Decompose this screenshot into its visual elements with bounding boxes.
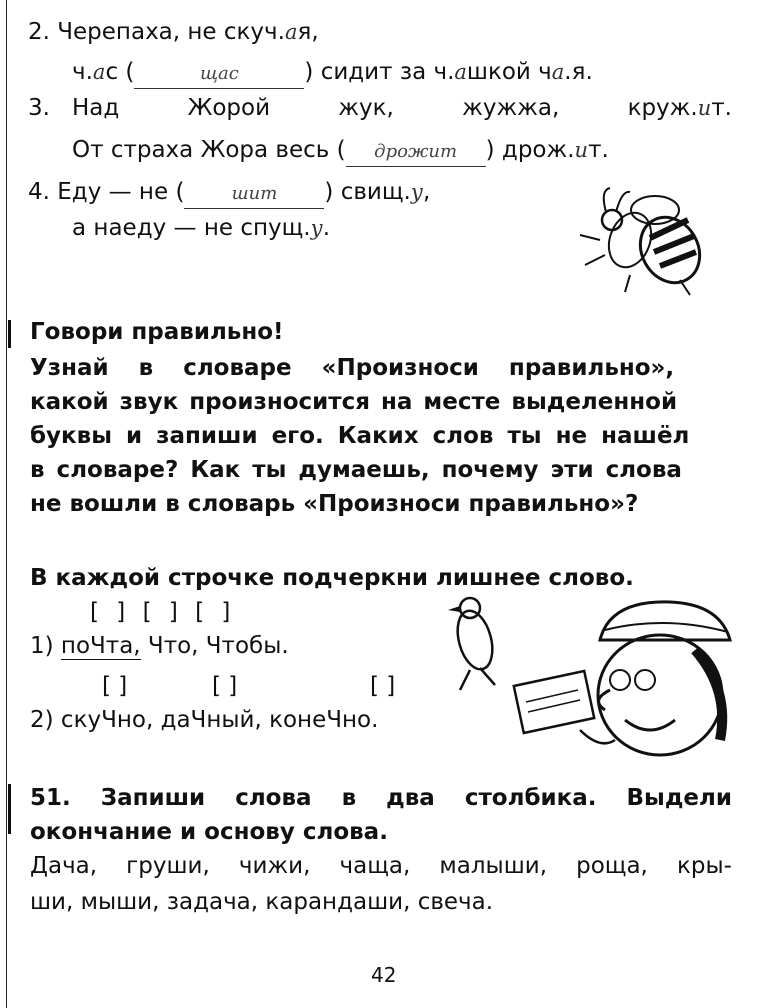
text-part: ч. xyxy=(72,59,93,85)
word: жук, xyxy=(338,95,394,121)
text-part: .я. xyxy=(564,59,593,85)
word: Выдели xyxy=(626,785,732,811)
word: Запиши xyxy=(100,785,206,811)
handwritten-letter: а xyxy=(551,60,565,84)
handwritten-letter: а xyxy=(92,60,106,84)
item-2-text-end: я, xyxy=(297,19,319,45)
word: столбика. xyxy=(464,785,597,811)
sound-bracket: [ ] xyxy=(212,673,238,699)
man-with-bird-illustration xyxy=(440,590,740,770)
text-part: . xyxy=(322,215,331,241)
handwritten-letter: и xyxy=(574,138,589,162)
item-4-line-1 xyxy=(28,178,430,209)
word: малыши, xyxy=(439,853,548,879)
open-paren: ( xyxy=(336,137,346,163)
word: роща, xyxy=(576,853,648,879)
word: кры- xyxy=(676,853,732,879)
word: чижи, xyxy=(238,853,311,879)
text-part: с xyxy=(105,59,119,85)
handwritten-letter: у xyxy=(310,216,323,240)
text-part: а наеду — не спущ. xyxy=(72,215,311,241)
item-3-line-1 xyxy=(28,94,50,122)
section-marker xyxy=(8,784,11,834)
handwritten-letter: а xyxy=(284,20,298,44)
answer-blank[interactable]: шит xyxy=(184,180,324,209)
item-2-line-1 xyxy=(28,18,319,46)
page-left-border xyxy=(6,0,7,1008)
item-2-text: Черепаха, не скуч. xyxy=(57,19,285,45)
open-paren: ( xyxy=(125,59,135,85)
page-number: 42 xyxy=(371,963,397,987)
item-3-line-2 xyxy=(72,136,609,167)
word: круж. xyxy=(627,95,698,121)
text-part: Еду — не xyxy=(57,179,169,205)
text-part: т. xyxy=(588,137,609,163)
word-group xyxy=(628,94,732,122)
handwritten-letter: а xyxy=(454,60,467,84)
word: в xyxy=(341,785,357,811)
word: два xyxy=(386,785,435,811)
exercise-51-title-line-1 xyxy=(30,784,732,812)
sound-bracket: [ ] xyxy=(102,673,128,699)
open-paren: ( xyxy=(175,179,185,205)
speak-line-2: какой звук произносится на месте выделенной xyxy=(30,389,678,415)
handwritten-letter: и xyxy=(697,96,712,120)
close-paren: ) xyxy=(324,179,334,205)
text-part: , xyxy=(423,179,431,205)
word: слова xyxy=(235,785,312,811)
extra-word-title: В каждой строчке подчеркни лишнее слово. xyxy=(30,565,634,591)
extra-word-row-2: 2) скуЧно, даЧный, конеЧно. xyxy=(30,707,379,733)
speak-line-3: буквы и запиши его. Каких слов ты не нашёл xyxy=(30,423,690,449)
word: груши, xyxy=(126,853,210,879)
exercise-51-words-line-2: ши, мыши, задача, карандаши, свеча. xyxy=(30,889,494,915)
section-marker xyxy=(8,320,11,348)
text-part: шкой ч xyxy=(466,59,552,85)
speak-text: Узнай в словаре «Произноси правильно», xyxy=(30,355,675,381)
item-2-line-2 xyxy=(72,58,593,89)
close-paren: ) xyxy=(304,59,314,85)
handwritten-letter: у xyxy=(410,180,424,204)
close-paren: ) xyxy=(485,137,495,163)
exercise-51-words-line-1 xyxy=(30,852,732,880)
extra-word-row-1 xyxy=(30,632,289,660)
item-4-number: 4. xyxy=(28,179,50,205)
speak-section-title: Говори правильно! xyxy=(30,319,284,345)
bee-illustration xyxy=(570,180,730,300)
exercise-51-title-line-2: окончание и основу слова. xyxy=(30,819,388,845)
speak-line-4: в словаре? Как ты думаешь, почему эти слова xyxy=(30,457,682,483)
item-3-line-1-words xyxy=(72,94,732,122)
word: Дача, xyxy=(30,853,98,879)
exercise-number: 51. xyxy=(30,785,71,811)
text-part: свищ. xyxy=(340,179,411,205)
text-part: От страха Жора весь xyxy=(72,137,330,163)
underlined-word[interactable]: поЧта, xyxy=(60,633,141,659)
word: Жорой xyxy=(187,95,271,121)
word: Над xyxy=(72,95,120,121)
text-part: дрож. xyxy=(501,137,575,163)
text-part: сидит за ч. xyxy=(320,59,455,85)
word: чаща, xyxy=(339,853,411,879)
answer-blank[interactable]: дрожит xyxy=(346,138,486,167)
row-number: 1) xyxy=(30,633,54,659)
word: жужжа, xyxy=(462,95,560,121)
sound-brackets-row-1: [ ] [ ] [ ] xyxy=(90,599,231,625)
speak-line-1 xyxy=(30,354,732,382)
answer-blank[interactable]: щас xyxy=(134,60,304,89)
item-3-number: 3. xyxy=(28,95,50,121)
word: т. xyxy=(711,95,732,121)
speak-line-5: не вошли в словарь «Произноси правильно»? xyxy=(30,491,639,517)
sound-bracket: [ ] xyxy=(370,673,396,699)
item-4-line-2 xyxy=(72,214,330,242)
row-words: Что, Чтобы. xyxy=(147,633,289,659)
item-2-number: 2. xyxy=(28,19,50,45)
